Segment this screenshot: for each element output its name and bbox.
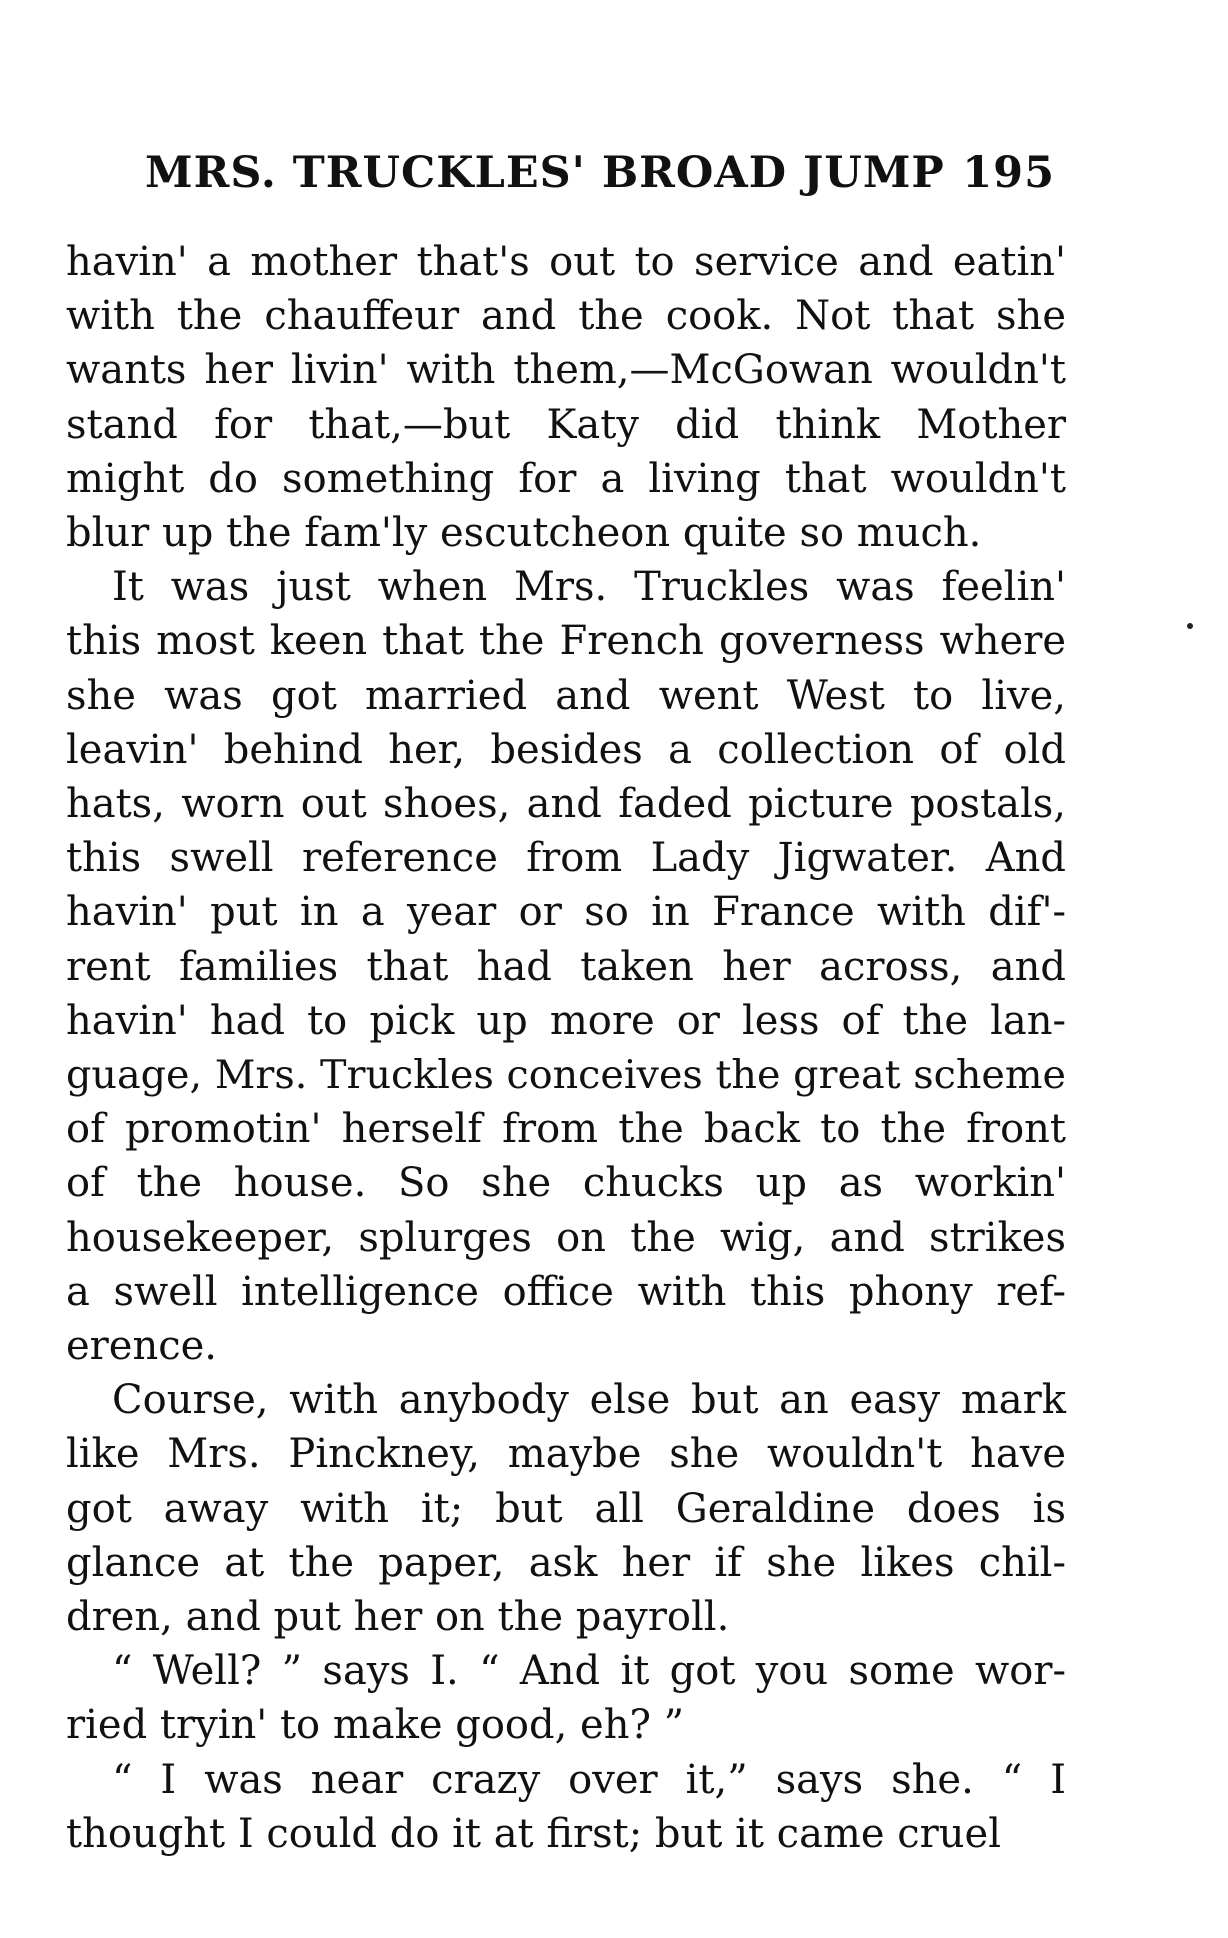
text-line: stand for that,—but Katy did think Mother <box>66 401 1066 448</box>
text-line: hats, worn out shoes, and faded picture postals, <box>66 781 1066 828</box>
text-line: glance at the paper, ask her if she likes chil- <box>66 1539 1066 1586</box>
text-line: Course, with anybody else but an easy mark <box>112 1377 1066 1424</box>
text-line: It was just when Mrs. Truckles was feelin' <box>112 564 1066 611</box>
text-line: erence. <box>66 1323 218 1370</box>
text-line: ried tryin' to make good, eh? ” <box>66 1702 685 1749</box>
print-speck <box>1187 623 1193 629</box>
text-line: of promotin' herself from the back to the front <box>66 1106 1066 1153</box>
paragraph <box>66 560 1066 1373</box>
paragraph <box>66 1753 1066 1861</box>
text-line: she was got married and went West to live, <box>66 672 1066 719</box>
text-line: housekeeper, splurges on the wig, and strikes <box>66 1214 1066 1261</box>
text-line: havin' had to pick up more or less of the lan- <box>66 997 1066 1044</box>
body-text <box>66 235 1066 1861</box>
text-line: guage, Mrs. Truckles conceives the great scheme <box>66 1052 1066 1099</box>
text-line: havin' a mother that's out to service and eatin' <box>66 239 1066 285</box>
text-line: “ Well? ” says I. “ And it got you some wor- <box>112 1648 1066 1695</box>
text-line: blur up the fam'ly escutcheon quite so much. <box>66 510 982 557</box>
text-line: might do something for a living that wouldn't <box>66 455 1066 502</box>
page-number: 195 <box>962 148 1055 198</box>
text-line: this most keen that the French governess where <box>66 618 1066 665</box>
text-line: thought I could do it at first; but it came cruel <box>66 1810 1001 1857</box>
text-line: havin' put in a year or so in France with dif'- <box>66 889 1066 936</box>
running-head <box>145 148 1055 208</box>
text-line: “ I was near crazy over it,” says she. “ I <box>112 1756 1066 1803</box>
running-title: MRS. TRUCKLES' BROAD JUMP <box>145 148 945 198</box>
text-line: dren, and put her on the payroll. <box>66 1594 730 1641</box>
text-line: leavin' behind her, besides a collection of old <box>66 726 1066 773</box>
text-line: got away with it; but all Geraldine does is <box>66 1485 1066 1532</box>
text-line: a swell intelligence office with this phony ref- <box>66 1268 1066 1315</box>
paragraph <box>66 235 1066 560</box>
text-line: with the chauffeur and the cook. Not that she <box>66 293 1066 340</box>
paragraph <box>66 1373 1066 1644</box>
text-line: of the house. So she chucks up as workin' <box>66 1160 1066 1207</box>
text-line: like Mrs. Pinckney, maybe she wouldn't have <box>66 1431 1066 1478</box>
paragraph <box>66 1644 1066 1752</box>
text-line: rent families that had taken her across, and <box>66 943 1066 990</box>
text-line: this swell reference from Lady Jigwater. And <box>66 835 1066 882</box>
text-line: wants her livin' with them,—McGowan wouldn't <box>66 347 1066 394</box>
